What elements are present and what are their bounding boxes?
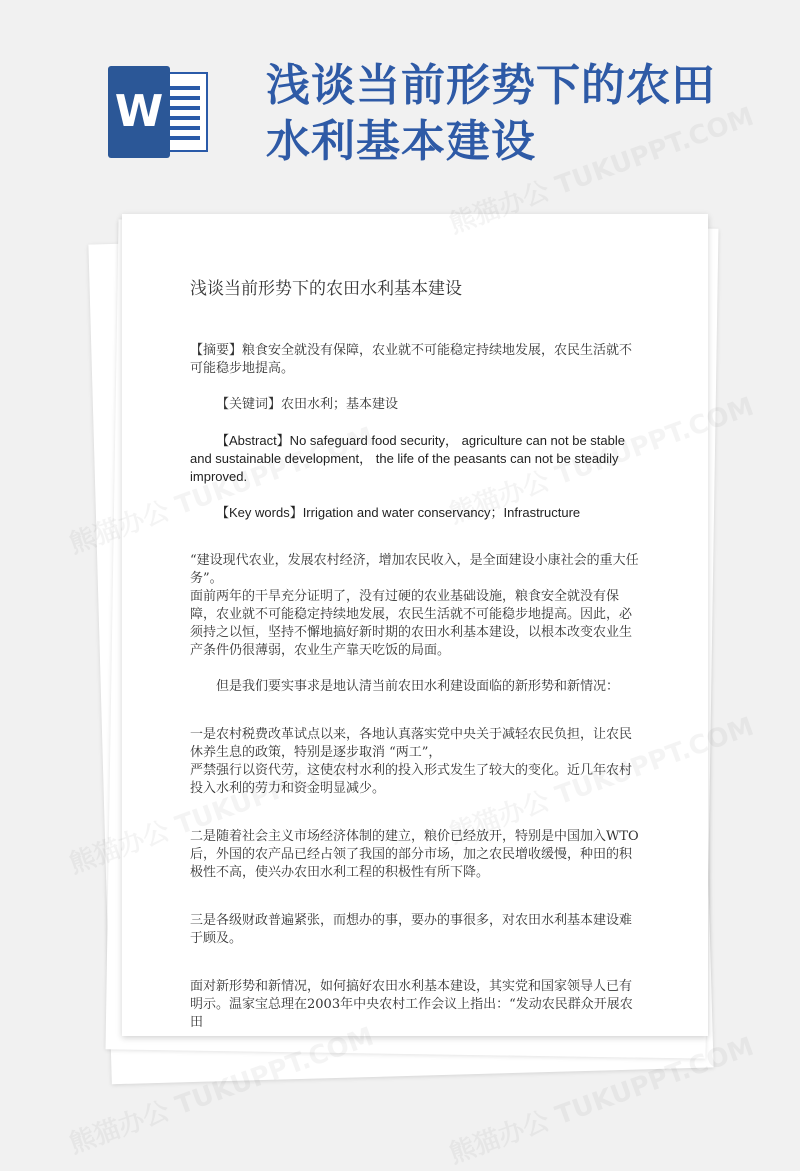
paragraph: 三是各级财政普遍紧张，而想办的事，要办的事很多，对农田水利基本建设难于顾及。 bbox=[190, 913, 633, 946]
document-body bbox=[190, 280, 640, 1032]
paragraph: 面前两年的干旱充分证明了，没有过硬的农业基础设施，粮食安全就没有保障，农业就不可能稳定持续地发展，农民生活就不可能稳步地提高。因此，必须持之以恒，坚持不懈地搞好新时期的农田水利基本建设，以根本改变农业生产条件仍很薄弱，农业生产靠天吃饭的局面。 bbox=[190, 589, 633, 658]
word-badge: W bbox=[108, 66, 170, 158]
keywords-en: 【Key words】Irrigation and water conservancy；Infrastructure bbox=[216, 505, 581, 520]
paragraph: 严禁强行以资代劳，这使农村水利的投入形式发生了较大的变化。近几年农村投入水利的劳力和资金明显减少。 bbox=[190, 763, 633, 796]
keywords-cn: 【关键词】农田水利；基本建设 bbox=[216, 397, 399, 412]
paragraph: 二是随着社会主义市场经济体制的建立，粮价已经放开，特别是中国加入WTO后，外国的农产品已经占领了我国的部分市场，加之农民增收缓慢，种田的积极性不高，使兴办农田水利工程的积极性有所下降。 bbox=[190, 829, 639, 880]
paragraph: “建设现代农业，发展农村经济，增加农民收入，是全面建设小康社会的重大任务”。 bbox=[190, 553, 639, 586]
document-title: 浅谈当前形势下的农田水利基本建设 bbox=[190, 279, 462, 299]
paragraph: 一是农村税费改革试点以来，各地认真落实党中央关于减轻农民负担，让农民休养生息的政策，特别是逐步取消 “两工”， bbox=[190, 727, 633, 760]
abstract-cn: 【摘要】粮食安全就没有保障，农业就不可能稳定持续地发展，农民生活就不可能稳步地提高。 bbox=[190, 343, 633, 376]
paragraph: 但是我们要实事求是地认清当前农田水利建设面临的新形势和新情况： bbox=[216, 679, 620, 694]
abstract-en: 【Abstract】No safeguard food security， agriculture can not be stable and sustainable development， the life of the peasants can not be steadily improved. bbox=[190, 433, 625, 484]
word-doc-icon bbox=[108, 66, 212, 158]
hero-title: 浅谈当前形势下的农田水利基本建设 bbox=[266, 60, 716, 167]
paragraph: 面对新形势和新情况，如何搞好农田水利基本建设，其实党和国家领导人已有明示。温家宝总理在2003年中央农村工作会议上指出：“发动农民群众开展农田 bbox=[190, 979, 633, 1030]
